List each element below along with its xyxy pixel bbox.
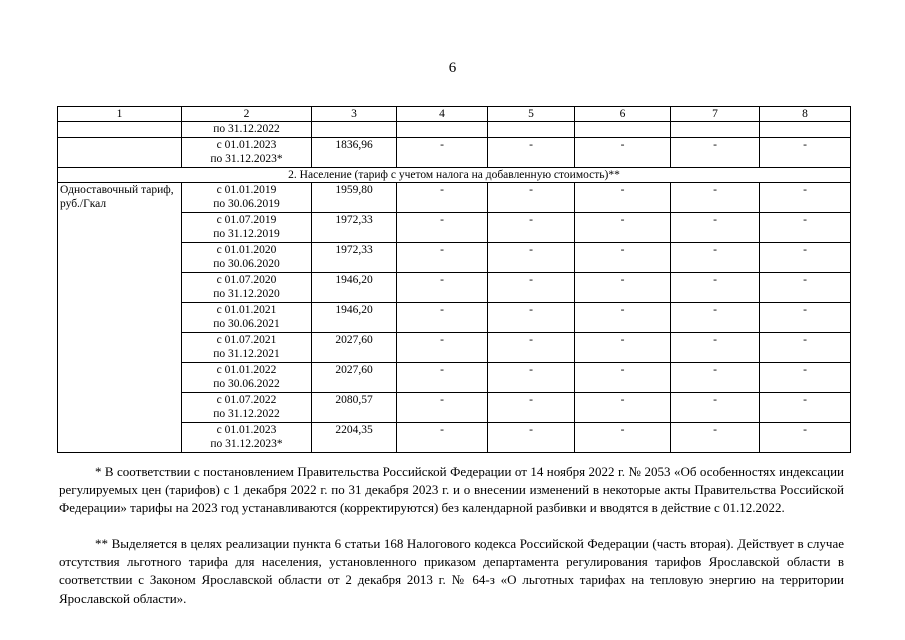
period-line: с 01.07.2022 bbox=[216, 394, 277, 406]
table-cell: - bbox=[760, 213, 851, 243]
period-line: по 31.12.2019 bbox=[213, 228, 280, 240]
table-cell: - bbox=[575, 423, 671, 453]
table-cell: - bbox=[397, 213, 488, 243]
table-cell: - bbox=[760, 333, 851, 363]
table-cell: - bbox=[488, 213, 575, 243]
footnote-2-text: ** Выделяется в целях реализации пункта 6 статьи 168 Налогового кодекса Российской Федерации (часть вторая). Действует в случае отсутствия льготного тарифа для населения, установленного приказом департамента регулирования тарифов Ярославской области в соответствии с Законом Ярославской области от 2 декабря 2013 г. № 64-з «О льготных тарифах на тепловую энергию на территории Ярославской области». bbox=[59, 536, 844, 606]
period-cell bbox=[182, 363, 312, 393]
table-cell: - bbox=[575, 393, 671, 423]
column-header: 4 bbox=[397, 107, 488, 122]
period-line: с 01.01.2022 bbox=[216, 364, 277, 376]
table-cell: - bbox=[760, 183, 851, 213]
table-cell: - bbox=[397, 273, 488, 303]
table-cell bbox=[671, 122, 760, 138]
period-cell bbox=[182, 213, 312, 243]
table-cell: - bbox=[575, 333, 671, 363]
table-row bbox=[58, 138, 851, 168]
table-cell: - bbox=[488, 243, 575, 273]
empty-name-cell bbox=[58, 122, 182, 138]
period-line: с 01.01.2019 bbox=[216, 184, 277, 196]
table-cell bbox=[760, 122, 851, 138]
period-line: с 01.01.2021 bbox=[216, 304, 277, 316]
period-line: по 30.06.2022 bbox=[213, 378, 280, 390]
table-cell: - bbox=[397, 303, 488, 333]
period-line: с 01.07.2019 bbox=[216, 214, 277, 226]
column-header: 2 bbox=[182, 107, 312, 122]
table-cell: - bbox=[397, 363, 488, 393]
tariff-type-name: Одноставочный тариф, руб./Гкал bbox=[58, 183, 182, 453]
table-cell: - bbox=[488, 423, 575, 453]
table-cell: - bbox=[488, 138, 575, 168]
period-line: с 01.01.2020 bbox=[216, 244, 277, 256]
tariff-value: 2080,57 bbox=[312, 393, 397, 423]
table-cell: - bbox=[575, 303, 671, 333]
table-cell: - bbox=[488, 333, 575, 363]
empty-name-cell bbox=[58, 138, 182, 168]
table-cell: - bbox=[760, 243, 851, 273]
table-cell: - bbox=[760, 393, 851, 423]
table-row bbox=[58, 183, 851, 213]
section-row bbox=[58, 168, 851, 183]
period-line: по 30.06.2019 bbox=[213, 198, 280, 210]
table-cell: - bbox=[488, 363, 575, 393]
table-cell: - bbox=[488, 303, 575, 333]
tariff-value: 1946,20 bbox=[312, 273, 397, 303]
period-line: с 01.07.2020 bbox=[216, 274, 277, 286]
table-cell: - bbox=[575, 138, 671, 168]
period-line: с 01.01.2023 bbox=[216, 424, 277, 436]
table-cell: - bbox=[671, 363, 760, 393]
section-title: 2. Население (тариф с учетом налога на добавленную стоимость)** bbox=[58, 168, 851, 183]
tariff-value: 1946,20 bbox=[312, 303, 397, 333]
period-line: по 30.06.2021 bbox=[213, 318, 280, 330]
table-cell: - bbox=[760, 273, 851, 303]
tariff-value: 1972,33 bbox=[312, 213, 397, 243]
table-cell: - bbox=[397, 333, 488, 363]
tariff-value: 1959,80 bbox=[312, 183, 397, 213]
table-cell: - bbox=[575, 363, 671, 393]
table-cell: - bbox=[488, 183, 575, 213]
tariff-value: 2204,35 bbox=[312, 423, 397, 453]
period-cell bbox=[182, 183, 312, 213]
table-cell: - bbox=[671, 393, 760, 423]
period-line: по 31.12.2020 bbox=[213, 288, 280, 300]
column-header: 1 bbox=[58, 107, 182, 122]
table-cell: - bbox=[397, 138, 488, 168]
period-cell bbox=[182, 138, 312, 168]
tariff-value: 1836,96 bbox=[312, 138, 397, 168]
table-cell: - bbox=[760, 138, 851, 168]
column-header: 5 bbox=[488, 107, 575, 122]
table-cell: - bbox=[575, 213, 671, 243]
footnote-1 bbox=[59, 463, 844, 518]
period-cell bbox=[182, 303, 312, 333]
table-cell: - bbox=[671, 183, 760, 213]
table-cell: - bbox=[671, 333, 760, 363]
table-cell: - bbox=[575, 243, 671, 273]
period-cell bbox=[182, 333, 312, 363]
period-cell bbox=[182, 423, 312, 453]
table-cell: - bbox=[671, 138, 760, 168]
column-header: 3 bbox=[312, 107, 397, 122]
period-line: по 31.12.2022 bbox=[213, 123, 280, 135]
table-cell: - bbox=[760, 423, 851, 453]
table-cell: - bbox=[671, 303, 760, 333]
table-cell: - bbox=[671, 423, 760, 453]
table-cell bbox=[575, 122, 671, 138]
period-line: с 01.07.2021 bbox=[216, 334, 277, 346]
table-cell: - bbox=[760, 363, 851, 393]
table-cell: - bbox=[575, 273, 671, 303]
table-cell: - bbox=[575, 183, 671, 213]
period-cell bbox=[182, 393, 312, 423]
period-line: по 31.12.2023* bbox=[210, 438, 283, 450]
page-number: 6 bbox=[448, 60, 457, 76]
tariff-value bbox=[312, 122, 397, 138]
period-line: по 30.06.2020 bbox=[213, 258, 280, 270]
tariff-value: 2027,60 bbox=[312, 363, 397, 393]
table-cell: - bbox=[397, 243, 488, 273]
period-line: с 01.01.2023 bbox=[216, 139, 277, 151]
tariff-table bbox=[57, 106, 851, 453]
table-cell: - bbox=[671, 273, 760, 303]
table-cell: - bbox=[488, 393, 575, 423]
table-cell bbox=[488, 122, 575, 138]
period-cell bbox=[182, 273, 312, 303]
table-cell: - bbox=[671, 243, 760, 273]
period-cell bbox=[182, 243, 312, 273]
table-cell: - bbox=[760, 303, 851, 333]
column-header: 6 bbox=[575, 107, 671, 122]
tariff-value: 2027,60 bbox=[312, 333, 397, 363]
period-line: по 31.12.2021 bbox=[213, 348, 280, 360]
column-header: 7 bbox=[671, 107, 760, 122]
table-header-row bbox=[58, 107, 851, 122]
footnote-1-text: * В соответствии с постановлением Правительства Российской Федерации от 14 ноября 2022 г. № 2053 «Об особенностях индексации регулируемых цен (тарифов) с 1 декабря 2022 г. по 31 декабря 2023 г. и о внесении изменений в некоторые акты Правительства Российской Федерации» тарифы на 2023 год устанавливаются (корректируются) без календарной разбивки и вводятся в действие с 01.12.2022. bbox=[59, 464, 844, 516]
period-line: по 31.12.2022 bbox=[213, 408, 280, 420]
table-cell bbox=[397, 122, 488, 138]
table-row bbox=[58, 122, 851, 138]
table-cell: - bbox=[397, 393, 488, 423]
table-cell: - bbox=[397, 183, 488, 213]
table-cell: - bbox=[488, 273, 575, 303]
period-cell bbox=[182, 122, 312, 138]
footnote-2 bbox=[59, 535, 844, 608]
column-header: 8 bbox=[760, 107, 851, 122]
table-cell: - bbox=[397, 423, 488, 453]
tariff-value: 1972,33 bbox=[312, 243, 397, 273]
table-cell: - bbox=[671, 213, 760, 243]
period-line: по 31.12.2023* bbox=[210, 153, 283, 165]
